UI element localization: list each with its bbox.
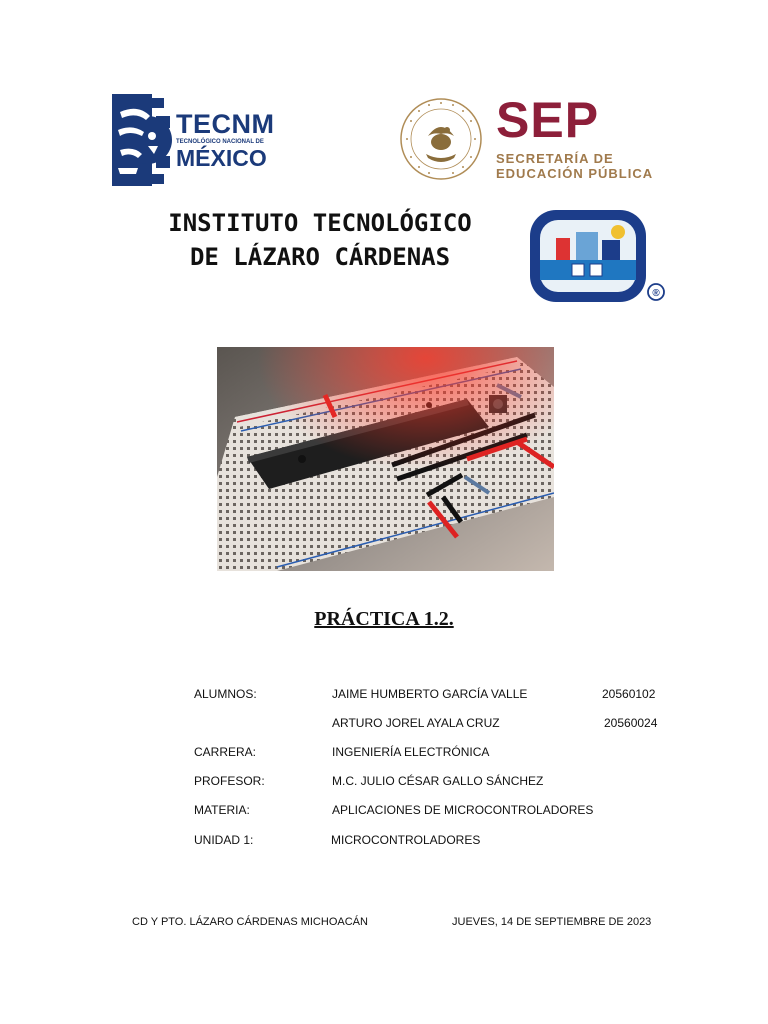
tecnm-logo (108, 90, 278, 190)
profesor-label: PROFESOR: (194, 774, 265, 788)
alumnos-label: ALUMNOS: (194, 687, 257, 701)
footer-date: JUEVES, 14 DE SEPTIEMBRE DE 2023 (452, 916, 652, 928)
institute-title-line1: INSTITUTO TECNOLÓGICO (168, 209, 472, 237)
carrera-value: INGENIERÍA ELECTRÓNICA (332, 745, 490, 759)
tecnm-title: TECNM (176, 109, 275, 139)
unidad-label: UNIDAD 1: (194, 833, 254, 847)
sep-subtitle-2: EDUCACIÓN PÚBLICA (496, 166, 654, 181)
institute-title (120, 206, 520, 274)
institute-title-line2: DE LÁZARO CÁRDENAS (189, 243, 451, 271)
student-1-name: JAIME HUMBERTO GARCÍA VALLE (332, 687, 528, 701)
tecnm-gear-icon (108, 90, 174, 190)
materia-label: MATERIA: (194, 803, 250, 817)
itlac-logo (526, 208, 666, 304)
sep-subtitle-1: SECRETARÍA DE (496, 151, 614, 166)
registered-mark: ® (652, 288, 660, 299)
sep-title: SEP (496, 92, 600, 148)
mexico-seal-icon (398, 96, 484, 182)
breadboard-photo (217, 347, 554, 571)
practice-title: PRÁCTICA 1.2. (314, 608, 454, 630)
tecnm-subtitle: TECNOLÓGICO NACIONAL DE (176, 139, 264, 145)
footer-place: CD Y PTO. LÁZARO CÁRDENAS MICHOACÁN (132, 916, 368, 928)
sep-logo (496, 92, 666, 190)
profesor-value: M.C. JULIO CÉSAR GALLO SÁNCHEZ (332, 774, 544, 788)
carrera-label: CARRERA: (194, 745, 257, 759)
tecnm-country: MÉXICO (176, 145, 267, 171)
unidad-value: MICROCONTROLADORES (331, 833, 481, 847)
student-1-id: 20560102 (602, 687, 656, 701)
student-2-id: 20560024 (604, 716, 658, 730)
materia-value: APLICACIONES DE MICROCONTROLADORES (332, 803, 594, 817)
student-2-name: ARTURO JOREL AYALA CRUZ (332, 716, 500, 730)
